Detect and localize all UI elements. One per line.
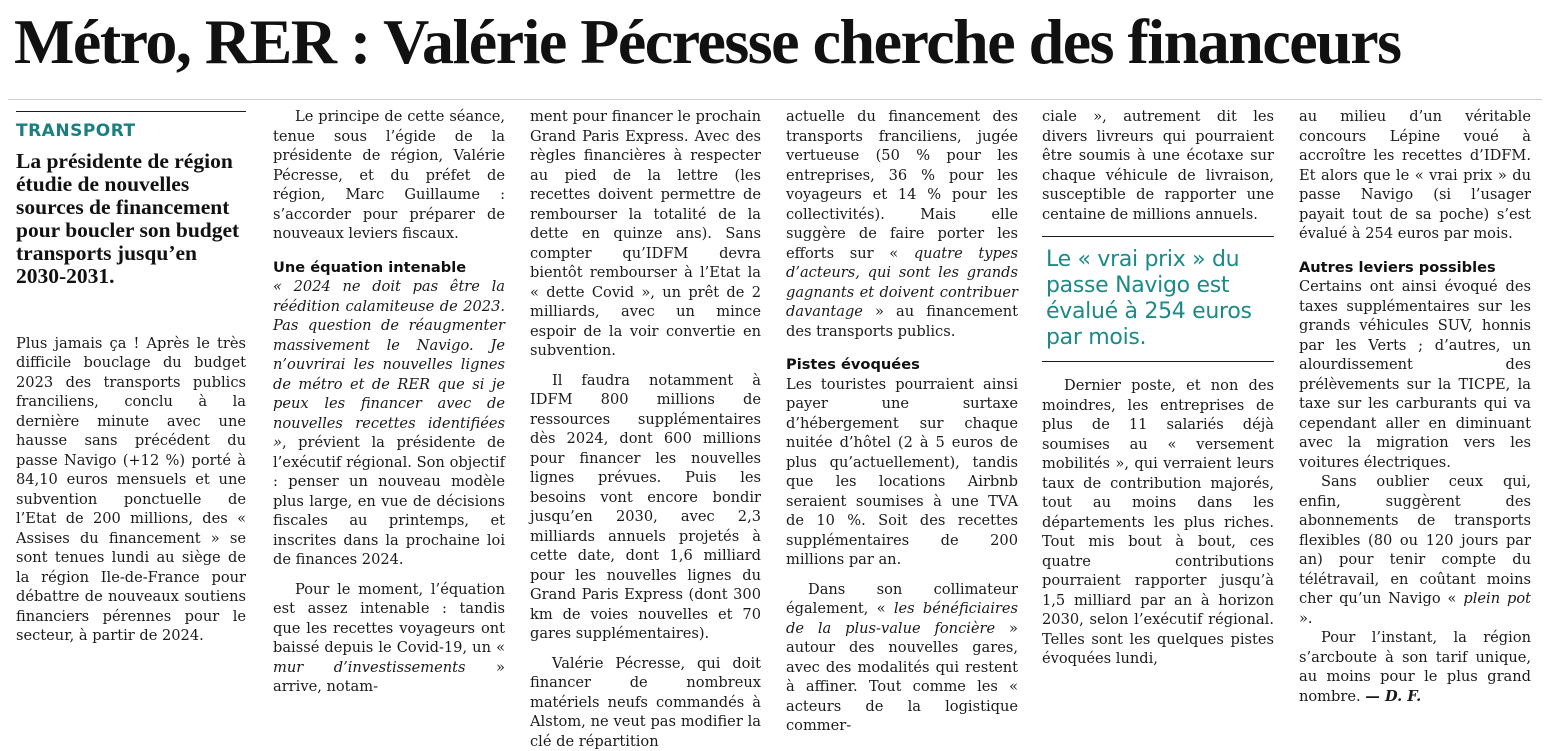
rubric-divider <box>16 111 246 112</box>
paragraph <box>1299 628 1531 706</box>
quote: quatre types d’acteurs, qui sont les grands gagnants et doivent contribuer davantage <box>786 245 1018 321</box>
paragraph <box>786 580 1018 736</box>
quote: « 2024 ne doit pas être la réédition calamiteuse de 2023. Pas question de réaugmenter massivement le Navigo. Je n’ouvrirai les nouvelles lignes de métro et de RER que si je peux les financer avec de nouvelles recettes identifiées » <box>273 278 505 451</box>
subheading: Pistes évoquées <box>786 355 1018 375</box>
paragraph: Certains ont ainsi évoqué des taxes supplémentaires sur les grands véhicules SUV, honnis par les Verts ; d’autres, un alourdissement des prélèvements sur la TICPE, la taxe sur les carburants qui va cependant aller en diminuant avec la migration vers les voitures électriques. <box>1299 277 1531 472</box>
paragraph: ment pour financer le prochain Grand Paris Express. Avec des règles financières à respecter au pied de la lettre (les recettes doivent permettre de rembourser la totalité de la dette en quinze ans). Sans compter qu’IDFM devra bientôt rembourser à l’Etat la « dette Covid », un prêt de 2 milliards, avec un mince espoir de la voir convertie en subvention. <box>530 107 761 361</box>
text-run: » arrive, notam- <box>273 659 505 696</box>
subheading: Une équation intenable <box>273 258 505 278</box>
rubric-label: TRANSPORT <box>16 122 246 142</box>
quote: les bénéficiaires de la plus-value foncière <box>786 600 1018 637</box>
paragraph: ciale », autrement dit les divers livreurs qui pourraient être soumis à une écotaxe sur chaque véhicule de livraison, susceptible de rapporter une centaine de millions annuels. <box>1042 107 1274 224</box>
column-3 <box>530 107 761 605</box>
column-2 <box>273 107 505 605</box>
paragraph: Valérie Pécresse, qui doit financer de nombreux matériels neufs commandés à Alstom, ne veut pas modifier la clé de répartition <box>530 654 761 751</box>
text-run: » autour des nouvelles gares, avec des modalités qui restent à affiner. Tout comme les « acteurs de la logistique commer- <box>786 620 1018 735</box>
text-run: Pour l’instant, la région s’arcboute à son tarif unique, au moins pour le plus grand nombre. <box>1299 629 1531 705</box>
author-signature: — D. F. <box>1365 688 1421 705</box>
paragraph: Les touristes pourraient ainsi payer une surtaxe d’hébergement sur chaque nuitée d’hôtel (2 à 5 euros de plus qu’actuellement), tandis que les locations Airbnb seraient soumises à une TVA de 10 %. Soit des recettes supplémentaires de 200 millions par an. <box>786 375 1018 570</box>
pullquote-box <box>1042 236 1274 362</box>
paragraph <box>1299 472 1531 628</box>
column-4 <box>786 107 1018 605</box>
quote: mur d’investissements <box>273 659 466 676</box>
paragraph <box>786 107 1018 341</box>
paragraph: au milieu d’un véritable concours Lépine voué à accroître les recettes d’IDFM. Et alors que le « vrai prix » du passe Navigo (si l’usager payait tout de sa poche) s’est évalué à 254 euros par mois. <box>1299 107 1531 244</box>
paragraph: Il faudra notamment à IDFM 800 millions de ressources supplémentaires dès 2024, dont 600 millions pour financer les nouvelles lignes prévues. Puis les besoins vont encore bondir jusqu’en 2030, avec 2,3 milliards annuels projetés à cette date, dont 1,6 milliard pour les nouvelles lignes du Grand Paris Express (dont 300 km de voies nouvelles et 70 gares supplémentaires). <box>530 371 761 644</box>
text-run: ». <box>1299 610 1313 627</box>
text-run: actuelle du financement des transports franciliens, jugée vertueuse (50 % pour les entreprises, 36 % pour les voyageurs et 14 % pour les collectivités). Mais elle suggère de faire porter les efforts sur « <box>786 108 1018 262</box>
column-5 <box>1042 107 1274 605</box>
quote: plein pot <box>1463 590 1531 607</box>
paragraph: Dernier poste, et non des moindres, les entreprises de plus de 11 salariés déjà soumises au « versement mobilités », qui verraient leurs taux de contribution majorés, tout au moins dans les départements les plus riches. Tout mis bout à bout, ces quatre contributions pourraient rapporter jusqu’à 1,5 milliard par an à horizon 2030, selon l’exécutif régional. Telles sont les quelques pistes évoquées lundi, <box>1042 376 1274 669</box>
text-run: Sans oublier ceux qui, enfin, suggèrent des abonnements de transports flexibles (80 ou 120 jours par an) pour tenir compte du télétravail, en coûtant moins cher qu’un Navigo « <box>1299 473 1531 607</box>
text-run: , prévient la présidente de l’exécutif régional. Son objectif : penser un nouveau modèle plus large, en vue de décisions fiscales au printemps, et inscrites dans la prochaine loi de finances 2024. <box>273 434 505 568</box>
subheading: Autres leviers possibles <box>1299 258 1531 278</box>
text-run: » au financement des transports publics. <box>786 303 1018 340</box>
paragraph: Plus jamais ça ! Après le très difficile bouclage du budget 2023 des transports publics franciliens, conclu à la dernière minute avec une hausse sans précédent du passe Navigo (+12 %) porté à 84,10 euros mensuels et une subvention ponctuelle de l’Etat de 200 millions, des « Assises du financement » se sont tenues lundi au siège de la région Ile-de-France pour débattre de nouveaux soutiens financiers pérennes pour le secteur, à partir de 2024. <box>16 334 246 646</box>
paragraph <box>273 580 505 697</box>
column-1 <box>16 107 246 605</box>
text-run: Pour le moment, l’équation est assez intenable : tandis que les recettes voyageurs ont baissé depuis le Covid-19, un « <box>273 581 505 657</box>
pullquote: Le « vrai prix » du passe Navigo est évalué à 254 euros par mois. <box>1046 247 1274 351</box>
headline-divider <box>8 99 1542 100</box>
paragraph: Le principe de cette séance, tenue sous l’égide de la présidente de région, Valérie Pécresse, et du préfet de région, Marc Guillaume : s’accorder pour préparer de nouveaux leviers fiscaux. <box>273 107 505 244</box>
text-run: Dans son collimateur également, « <box>786 581 1018 618</box>
headline: Métro, RER : Valérie Pécresse cherche des financeurs <box>14 4 1544 80</box>
standfirst: La présidente de région étudie de nouvelles sources de financement pour boucler son budget transports jusqu’en 2030-2031. <box>16 150 246 288</box>
column-6 <box>1299 107 1531 605</box>
paragraph <box>273 277 505 570</box>
